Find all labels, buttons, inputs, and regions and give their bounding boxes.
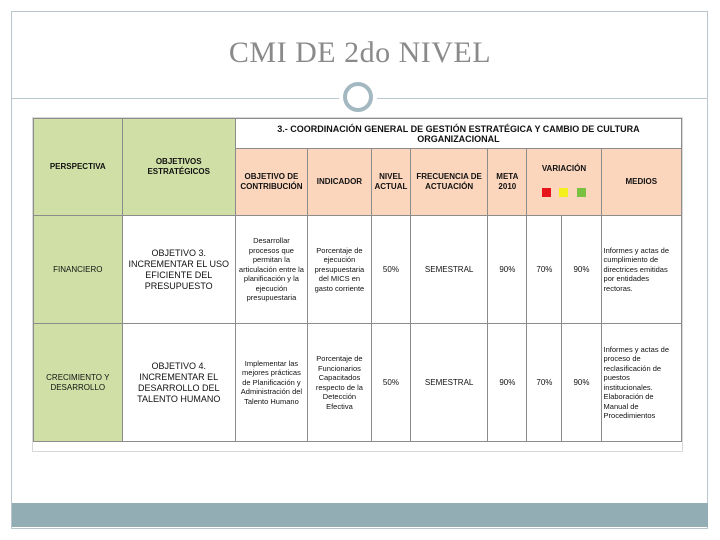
table-row (34, 216, 682, 324)
perspectiva-cell: CRECIMIENTO Y DESARROLLO (34, 324, 123, 442)
indicador-cell: Porcentaje de Funcionarios Capacitados respecto de la Detección Efectiva (308, 324, 372, 442)
title-divider-left (12, 98, 339, 99)
meta-cell: 90% (488, 324, 527, 442)
nivel-cell: 50% (371, 216, 410, 324)
coordination-header: 3.- COORDINACIÓN GENERAL DE GESTIÓN ESTRATÉGICA Y CAMBIO DE CULTURA ORGANIZACIONAL (235, 119, 681, 149)
indicador-cell: Porcentaje de ejecución presupuestaria del MICS en gasto corriente (308, 216, 372, 324)
frecuencia-cell: SEMESTRAL (411, 216, 488, 324)
nivel-cell: 50% (371, 324, 410, 442)
frecuencia-header: FRECUENCIA DE ACTUACIÓN (411, 149, 488, 216)
divider-ring-ornament (343, 82, 373, 112)
yellow-indicator-square (559, 188, 568, 197)
objetivos-header-label: OBJETIVOS ESTRATÉGICOS (147, 157, 210, 176)
contribucion-header: OBJETIVO DE CONTRIBUCIÓN (235, 149, 307, 216)
variacion-header (527, 149, 601, 216)
cmi-table (33, 118, 682, 442)
variacion-cell-1: 70% (527, 216, 562, 324)
objetivo-cell: OBJETIVO 4. INCREMENTAR EL DESARROLLO DEL TALENTO HUMANO (122, 324, 235, 442)
perspectiva-cell: FINANCIERO (34, 216, 123, 324)
title-divider-right (377, 98, 708, 99)
meta-cell: 90% (488, 216, 527, 324)
meta-header: META 2010 (488, 149, 527, 216)
perspectiva-header (34, 119, 123, 216)
table-row (34, 324, 682, 442)
variacion-cell-2: 90% (562, 216, 601, 324)
perspectiva-header-label: PERSPECTIVA (49, 162, 106, 171)
medios-cell: Informes y actas de proceso de reclasificación de puestos institucionales. Elaboración de Manual de Procedimientos (601, 324, 681, 442)
green-indicator-square (577, 188, 586, 197)
variacion-header-label: VARIACIÓN (541, 164, 587, 173)
slide-title: CMI DE 2do NIVEL (228, 36, 492, 69)
footer-bar (12, 503, 708, 527)
contribucion-cell: Desarrollar procesos que permitan la articulación entre la planificación y la ejecución presupuestaria (235, 216, 307, 324)
variacion-color-legend (529, 188, 598, 200)
variacion-cell-2: 90% (562, 324, 601, 442)
nivel-header: NIVEL ACTUAL (371, 149, 410, 216)
medios-header: MEDIOS (601, 149, 681, 216)
red-indicator-square (542, 188, 551, 197)
objetivo-cell: OBJETIVO 3. INCREMENTAR EL USO EFICIENTE DEL PRESUPUESTO (122, 216, 235, 324)
frecuencia-cell: SEMESTRAL (411, 324, 488, 442)
indicador-header: INDICADOR (308, 149, 372, 216)
objetivos-header (122, 119, 235, 216)
contribucion-cell: Implementar las mejores prácticas de Planificación y Administración del Talento Humano (235, 324, 307, 442)
medios-cell: Informes y actas de cumplimiento de directrices emitidas por entidades rectoras. (601, 216, 681, 324)
cmi-table-image (32, 117, 683, 452)
variacion-cell-1: 70% (527, 324, 562, 442)
